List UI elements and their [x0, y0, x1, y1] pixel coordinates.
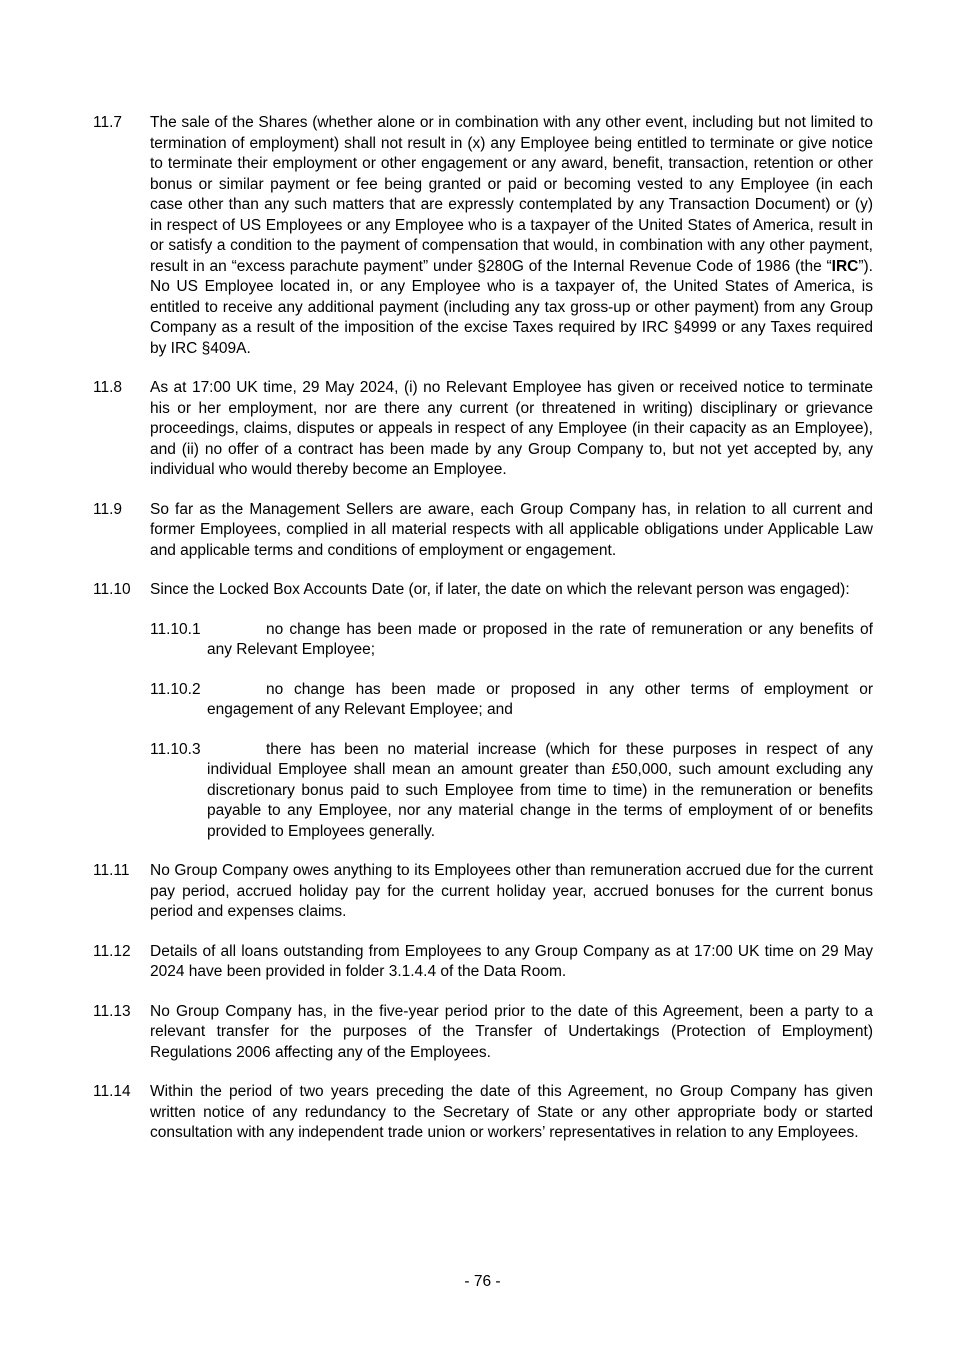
- clause-number: 11.9: [93, 500, 123, 518]
- clause-number: 11.10: [93, 581, 131, 598]
- clause-11-12: [93, 942, 873, 983]
- clause-number: 11.7: [93, 114, 123, 131]
- clause-text: there has been no material increase (which for these purposes in respect of any individual Employee shall mean an amount greater than £50,000, such amount excluding any discretionary bonus paid to such Employee from time to time) in the remuneration or benefits payable to any Employee, nor any material change in the terms of employment of or benefits provided to Employees generally.: [207, 740, 873, 840]
- clause-11-10: [93, 580, 873, 601]
- clause-number: 11.10.2: [150, 680, 201, 698]
- clause-text: So far as the Management Sellers are aware, each Group Company has, in relation to all current and former Employees, complied in all material respects with all applicable obligations under Applicable Law and applicable terms and conditions of employment or engagement.: [150, 500, 873, 559]
- clause-text: As at 17:00 UK time, 29 May 2024, (i) no Relevant Employee has given or received notice to terminate his or her employment, nor are there any current (or threatened in writing) disciplinary or grievance proceedings, claims, disputes or appeals in respect of any Employee (in their capacity as an Employee), and (ii) no offer of a contract has been made by any Group Company to, but not yet accepted by, any individual who would thereby become an Employee.: [150, 379, 873, 478]
- clause-number: 11.11: [93, 862, 130, 879]
- clause-number: 11.12: [93, 942, 131, 960]
- clause-text-bold: IRC: [831, 257, 859, 275]
- clause-number: 11.10.1: [150, 620, 201, 638]
- page-number: - 76 -: [464, 1273, 501, 1290]
- clause-11-8: [93, 378, 873, 481]
- clause-number: 11.13: [93, 1002, 131, 1020]
- document-body: [93, 113, 873, 1163]
- clause-text: no change has been made or proposed in the rate of remuneration or any benefits of any Relevant Employee;: [207, 620, 873, 658]
- clause-11-10-1: [150, 620, 873, 661]
- clause-text-post: ”). No US Employee located in, or any Employee who is a taxpayer of, the United States of America, is entitled to receive any additional payment (including any tax gross-up or other payment) from any Group Company as a result of the imposition of the excise Taxes required by IRC §4999 or any Taxes required by IRC §409A.: [150, 257, 873, 357]
- clause-text: No Group Company has, in the five-year period prior to the date of this Agreement, been a party to a relevant transfer for the purposes of the Transfer of Undertakings (Protection of Employment) Regulations 2006 affecting any of the Employees.: [150, 1002, 873, 1061]
- clause-text: Details of all loans outstanding from Employees to any Group Company as at 17:00 UK time on 29 May 2024 have been provided in folder 3.1.4.4 of the Data Room.: [150, 942, 873, 980]
- clause-11-9: [93, 500, 873, 562]
- clause-11-11: [93, 861, 873, 923]
- clause-11-7: [93, 113, 873, 359]
- clause-text: no change has been made or proposed in any other terms of employment or engagement of any Relevant Employee; and: [207, 680, 873, 718]
- clause-text: The sale of the Shares (whether alone or in combination with any other event, including but not limited to termination of employment) shall not result in (x) any Employee being entitled to terminate or give notice to terminate their employment or other engagement or any award, benefit, transaction, retention or other bonus or similar payment or fee being granted or paid or becoming vested to any Employee (in each case other than any such matters that are expressly contemplated by any Transaction Document) or (y) in respect of US Employees or any Employee who is a taxpayer of the United States of America, result in or satisfy a condition to the payment of compensation that would, in combination with any other payment, result in an “excess parachute payment” under §280G of the Internal Revenue Code of 1986 (the “: [150, 114, 873, 275]
- clause-number: 11.14: [93, 1083, 131, 1100]
- clause-number: 11.8: [93, 379, 123, 396]
- clause-11-14: [93, 1082, 873, 1144]
- clause-11-10-3: [150, 740, 873, 843]
- clause-11-13: [93, 1002, 873, 1064]
- clause-11-10-2: [150, 680, 873, 721]
- clause-text: No Group Company owes anything to its Employees other than remuneration accrued due for the current pay period, accrued holiday pay for the current holiday year, accrued bonuses for the current bonus period and expenses claims.: [150, 862, 873, 920]
- clause-text: Within the period of two years preceding the date of this Agreement, no Group Company has given written notice of any redundancy to the Secretary of State or any other appropriate body or started consultation with any independent trade union or workers’ representatives in relation to any Employees.: [150, 1083, 873, 1141]
- clause-number: 11.10.3: [150, 740, 201, 758]
- clause-text: Since the Locked Box Accounts Date (or, if later, the date on which the relevant person was engaged):: [150, 581, 850, 598]
